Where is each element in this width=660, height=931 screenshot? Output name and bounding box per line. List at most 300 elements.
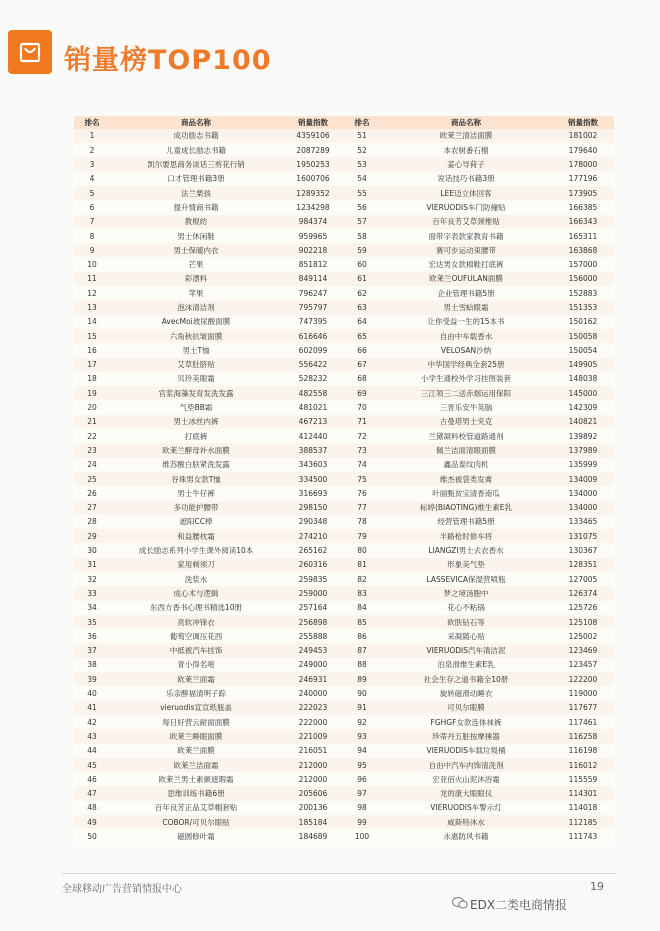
product-name-cell: 成长励志系列小学生课外阅读10本	[110, 543, 282, 557]
sales-index-cell: 122200	[552, 672, 614, 686]
table-row	[74, 386, 344, 400]
rank-cell: 75	[344, 472, 380, 486]
product-name-cell: 欧莱兰洁面霜	[110, 758, 282, 772]
product-name-cell: 家用剃须刀	[110, 558, 282, 572]
rank-cell: 45	[74, 758, 110, 772]
product-name-cell: 旋转磁滑动睡衣	[380, 686, 552, 700]
table-row	[74, 272, 344, 286]
product-name-cell: 面带字表款家教育书籍	[380, 229, 552, 243]
page-number: 19	[590, 880, 604, 893]
sales-index-cell: 259835	[282, 572, 344, 586]
page-title: 销量榜TOP100	[64, 45, 272, 76]
sales-index-cell: 140821	[552, 415, 614, 429]
product-name-cell: 遮阳CC棒	[110, 515, 282, 529]
sales-index-cell: 166343	[552, 215, 614, 229]
product-name-cell: 欧莱兰OUFULAN面膜	[380, 272, 552, 286]
rank-cell: 23	[74, 443, 110, 457]
product-name-cell: 宏达男女款棉鞋打底裤	[380, 257, 552, 271]
sales-index-cell: 747395	[282, 315, 344, 329]
sales-index-cell: 125002	[552, 629, 614, 643]
table-row	[344, 472, 614, 486]
table-row	[74, 472, 344, 486]
rank-cell: 33	[74, 586, 110, 600]
sales-index-cell: 112185	[552, 815, 614, 829]
table-row	[344, 415, 614, 429]
sales-index-cell: 117461	[552, 715, 614, 729]
table-row	[344, 315, 614, 329]
table-row	[344, 586, 614, 600]
table-row	[74, 601, 344, 615]
product-name-cell: 男士冰丝内裤	[110, 415, 282, 429]
table-row	[74, 400, 344, 414]
table-row	[74, 429, 344, 443]
sales-index-cell: 137989	[552, 443, 614, 457]
sales-index-cell: 2087289	[282, 143, 344, 157]
rank-cell: 56	[344, 200, 380, 214]
rank-cell: 84	[344, 601, 380, 615]
rank-cell: 37	[74, 643, 110, 657]
table-row	[344, 672, 614, 686]
sales-index-cell: 249000	[282, 658, 344, 672]
rank-cell: 41	[74, 701, 110, 715]
rank-cell: 63	[344, 300, 380, 314]
product-name-cell: LASSEVICA保湿营喷瓶	[380, 572, 552, 586]
product-name-cell: 永惠防风书籍	[380, 829, 552, 843]
sales-index-cell: 216051	[282, 744, 344, 758]
sales-index-cell: 134000	[552, 501, 614, 515]
rank-cell: 60	[344, 257, 380, 271]
table-row	[74, 443, 344, 457]
rank-cell: 9	[74, 243, 110, 257]
table-row	[344, 786, 614, 800]
product-name-cell: 欧莱兰男士素颜遮瑕霜	[110, 772, 282, 786]
product-name-cell: 艾草肚脐贴	[110, 358, 282, 372]
product-name-cell: 多功能护腰带	[110, 501, 282, 515]
rank-cell: 99	[344, 815, 380, 829]
sales-index-cell: 246931	[282, 672, 344, 686]
table-row	[74, 515, 344, 529]
product-name-cell: 气垫BB霜	[110, 400, 282, 414]
column-header-product: 商品名称	[380, 116, 552, 129]
sales-index-cell: 184689	[282, 829, 344, 843]
table-row	[344, 186, 614, 200]
product-name-cell: 打底裤	[110, 429, 282, 443]
sales-index-cell: 117677	[552, 701, 614, 715]
table-row	[74, 129, 344, 143]
product-name-cell: 成心术与逻辑	[110, 586, 282, 600]
rank-cell: 11	[74, 272, 110, 286]
watermark-text: EDX二类电商情报	[470, 898, 568, 912]
sales-index-cell: 165311	[552, 229, 614, 243]
rank-cell: 6	[74, 200, 110, 214]
rank-cell: 87	[344, 643, 380, 657]
table-row	[344, 643, 614, 657]
rank-cell: 28	[74, 515, 110, 529]
rank-cell: 30	[74, 543, 110, 557]
rank-cell: 61	[344, 272, 380, 286]
product-name-cell: 官浆海藻发育发洗发露	[110, 386, 282, 400]
sales-index-cell: 150058	[552, 329, 614, 343]
product-name-cell: 彩漂料	[110, 272, 282, 286]
table-row	[74, 815, 344, 829]
product-name-cell: VIERUODIS车警示灯	[380, 801, 552, 815]
table-row	[344, 543, 614, 557]
rank-cell: 21	[74, 415, 110, 429]
rank-cell: 88	[344, 658, 380, 672]
rank-cell: 52	[344, 143, 380, 157]
sales-index-cell: 481021	[282, 400, 344, 414]
product-name-cell: VELOSAN沙纳	[380, 343, 552, 357]
product-name-cell: 赛可步运动束腰带	[380, 243, 552, 257]
rank-cell: 32	[74, 572, 110, 586]
product-name-cell: 佩兰洁面清眼面膜	[380, 443, 552, 457]
sales-index-cell: 130367	[552, 543, 614, 557]
table-row	[344, 129, 614, 143]
sales-index-cell: 212000	[282, 758, 344, 772]
sales-index-cell: 1600706	[282, 172, 344, 186]
sales-index-cell: 125108	[552, 615, 614, 629]
column-header-product: 商品名称	[110, 116, 282, 129]
product-name-cell: 百年良芳艾草颈椎贴	[380, 215, 552, 229]
sales-index-cell: 116198	[552, 744, 614, 758]
sales-index-cell: 343603	[282, 458, 344, 472]
rank-cell: 67	[344, 358, 380, 372]
product-name-cell: 让你受益一生的15本书	[380, 315, 552, 329]
sales-index-cell: 602099	[282, 343, 344, 357]
rank-cell: 20	[74, 400, 110, 414]
table-row	[74, 172, 344, 186]
rank-cell: 83	[344, 586, 380, 600]
rank-cell: 10	[74, 257, 110, 271]
product-name-cell: 欧莱兰睡眠面膜	[110, 729, 282, 743]
sales-index-cell: 260316	[282, 558, 344, 572]
rank-cell: 22	[74, 429, 110, 443]
table-row	[74, 243, 344, 257]
table-row	[74, 729, 344, 743]
rank-cell: 8	[74, 229, 110, 243]
rank-cell: 95	[344, 758, 380, 772]
column-header-sales: 销量指数	[282, 116, 344, 129]
product-name-cell: 欧莱兰清洁面膜	[380, 129, 552, 143]
sales-index-cell: 796247	[282, 286, 344, 300]
sales-index-cell: 556422	[282, 358, 344, 372]
table-row	[74, 415, 344, 429]
rank-cell: 43	[74, 729, 110, 743]
rank-cell: 78	[344, 515, 380, 529]
sales-index-cell: 467213	[282, 415, 344, 429]
sales-index-cell: 142309	[552, 400, 614, 414]
product-name-cell: 凯尔要思商务谈话三剪花行销	[110, 157, 282, 171]
table-row	[344, 829, 614, 843]
sales-index-cell: 116012	[552, 758, 614, 772]
sales-index-cell: 135999	[552, 458, 614, 472]
rank-cell: 14	[74, 315, 110, 329]
table-row	[344, 172, 614, 186]
product-name-cell: 梦之境汤胞中	[380, 586, 552, 600]
product-name-cell: 男士雪蛤眼霜	[380, 300, 552, 314]
product-name-cell: 提升情商书籍	[110, 200, 282, 214]
table-row	[74, 672, 344, 686]
table-row	[344, 558, 614, 572]
rank-cell: 77	[344, 501, 380, 515]
rank-cell: 82	[344, 572, 380, 586]
table-row	[344, 629, 614, 643]
table-row	[74, 372, 344, 386]
rank-cell: 17	[74, 358, 110, 372]
ranking-table-left	[74, 116, 344, 844]
product-name-cell: 说话技巧书籍3册	[380, 172, 552, 186]
product-name-cell: 男士休闲鞋	[110, 229, 282, 243]
sales-index-cell: 126374	[552, 586, 614, 600]
sales-index-cell: 240000	[282, 686, 344, 700]
product-name-cell: 泡沫清洁剂	[110, 300, 282, 314]
table-row	[74, 143, 344, 157]
rank-cell: 5	[74, 186, 110, 200]
column-header-rank: 排名	[344, 116, 380, 129]
rank-cell: 16	[74, 343, 110, 357]
sales-index-cell: 255888	[282, 629, 344, 643]
table-row	[74, 615, 344, 629]
table-row	[74, 286, 344, 300]
product-name-cell: 姜心导荷子	[380, 157, 552, 171]
table-row	[344, 729, 614, 743]
rank-cell: 55	[344, 186, 380, 200]
table-row	[74, 157, 344, 171]
rank-cell: 34	[74, 601, 110, 615]
sales-index-cell: 115559	[552, 772, 614, 786]
rank-cell: 62	[344, 286, 380, 300]
product-name-cell: 泊泉滑维生素E乳	[380, 658, 552, 672]
rank-cell: 70	[344, 400, 380, 414]
sales-index-cell: 298150	[282, 501, 344, 515]
table-row	[74, 786, 344, 800]
product-name-cell: 叶丽甄贫宝清香南瓜	[380, 486, 552, 500]
rank-cell: 46	[74, 772, 110, 786]
rank-cell: 76	[344, 486, 380, 500]
rank-cell: 54	[344, 172, 380, 186]
sales-index-cell: 179640	[552, 143, 614, 157]
rank-cell: 13	[74, 300, 110, 314]
product-name-cell: 宏亚佰火山泥沐浴霜	[380, 772, 552, 786]
table-row	[74, 529, 344, 543]
rank-cell: 66	[344, 343, 380, 357]
rank-cell: 100	[344, 829, 380, 843]
product-name-cell: 法兰栗孩	[110, 186, 282, 200]
sales-index-cell: 149905	[552, 358, 614, 372]
sales-index-cell: 274210	[282, 529, 344, 543]
rank-cell: 85	[344, 615, 380, 629]
product-name-cell: 洗浆水	[110, 572, 282, 586]
sales-index-cell: 181002	[552, 129, 614, 143]
table-row	[344, 615, 614, 629]
rank-cell: 69	[344, 386, 380, 400]
sales-index-cell: 334500	[282, 472, 344, 486]
table-row	[344, 243, 614, 257]
product-name-cell: 青小得名嘧	[110, 658, 282, 672]
rank-cell: 92	[344, 715, 380, 729]
sales-index-cell: 166385	[552, 200, 614, 214]
table-row	[74, 572, 344, 586]
sales-index-cell: 156000	[552, 272, 614, 286]
rank-cell: 79	[344, 529, 380, 543]
product-name-cell: VIERUODIS车门防撞贴	[380, 200, 552, 214]
product-name-cell: AvecMoi玻尿酸面膜	[110, 315, 282, 329]
column-header-rank: 排名	[74, 116, 110, 129]
table-row	[344, 715, 614, 729]
sales-index-cell: 851812	[282, 257, 344, 271]
table-row	[74, 200, 344, 214]
table-row	[74, 501, 344, 515]
sales-index-cell: 212000	[282, 772, 344, 786]
product-name-cell: 男士保暖内衣	[110, 243, 282, 257]
table-row	[344, 744, 614, 758]
rank-cell: 65	[344, 329, 380, 343]
table-row	[344, 758, 614, 772]
sales-index-cell: 163868	[552, 243, 614, 257]
product-name-cell: 三晋乐安牛英脑	[380, 400, 552, 414]
product-name-cell: 中华国学经典全套25册	[380, 358, 552, 372]
rank-cell: 19	[74, 386, 110, 400]
sales-index-cell: 1289352	[282, 186, 344, 200]
sales-index-cell: 178000	[552, 157, 614, 171]
rank-cell: 7	[74, 215, 110, 229]
sales-index-cell: 123469	[552, 643, 614, 657]
rank-cell: 98	[344, 801, 380, 815]
sales-index-cell: 249453	[282, 643, 344, 657]
rank-cell: 49	[74, 815, 110, 829]
rank-cell: 94	[344, 744, 380, 758]
table-row	[344, 257, 614, 271]
rank-cell: 35	[74, 615, 110, 629]
table-row	[344, 372, 614, 386]
sales-index-cell: 290348	[282, 515, 344, 529]
rank-cell: 25	[74, 472, 110, 486]
rank-cell: 72	[344, 429, 380, 443]
table-row	[74, 186, 344, 200]
table-row	[344, 772, 614, 786]
rank-cell: 4	[74, 172, 110, 186]
product-name-cell: 亮软冲锋衣	[110, 615, 282, 629]
rank-cell: 71	[344, 415, 380, 429]
product-name-cell: 欧肤钻石等	[380, 615, 552, 629]
table-row	[344, 515, 614, 529]
rank-cell: 58	[344, 229, 380, 243]
table-row	[74, 686, 344, 700]
product-name-cell: 维杰被袋类发膏	[380, 472, 552, 486]
product-name-cell: 半路枪时修车将	[380, 529, 552, 543]
table-row	[344, 601, 614, 615]
product-name-cell: 中抵被汽车挂饰	[110, 643, 282, 657]
table-row	[74, 215, 344, 229]
table-row	[74, 558, 344, 572]
sales-index-cell: 259000	[282, 586, 344, 600]
product-name-cell: vieruodis宣宣纸瓶盖	[110, 701, 282, 715]
sales-index-cell: 200136	[282, 801, 344, 815]
sales-index-cell: 114018	[552, 801, 614, 815]
table-row	[344, 286, 614, 300]
table-row	[344, 486, 614, 500]
table-row	[344, 429, 614, 443]
product-name-cell: 芒果	[110, 257, 282, 271]
product-name-cell: 乐亲酵福清明子踪	[110, 686, 282, 700]
product-name-cell: 采凝随心贴	[380, 629, 552, 643]
product-name-cell: 口才管理书籍3册	[110, 172, 282, 186]
product-name-cell: 经营管理书籍5册	[380, 515, 552, 529]
rank-cell: 89	[344, 672, 380, 686]
sales-index-cell: 177196	[552, 172, 614, 186]
sales-index-cell: 984374	[282, 215, 344, 229]
product-name-cell: 自由中车载香水	[380, 329, 552, 343]
product-name-cell: 自由中汽车内饰清洗剂	[380, 758, 552, 772]
table-row	[74, 329, 344, 343]
rank-cell: 39	[74, 672, 110, 686]
sales-index-cell: 257164	[282, 601, 344, 615]
sales-index-cell: 125726	[552, 601, 614, 615]
rank-cell: 1	[74, 129, 110, 143]
table-row	[74, 229, 344, 243]
product-name-cell: 古曼塔男士夹克	[380, 415, 552, 429]
sales-index-cell: 134009	[552, 472, 614, 486]
table-row	[344, 386, 614, 400]
footer-divider	[62, 873, 617, 874]
rank-cell: 50	[74, 829, 110, 843]
sales-index-cell: 119000	[552, 686, 614, 700]
product-name-cell: VIERUODIS汽车清洁泥	[380, 643, 552, 657]
rank-cell: 68	[344, 372, 380, 386]
product-name-cell: 形象美气垫	[380, 558, 552, 572]
table-row	[74, 744, 344, 758]
product-name-cell: 谷珠男女款T恤	[110, 472, 282, 486]
table-row	[344, 658, 614, 672]
rank-cell: 80	[344, 543, 380, 557]
table-row	[344, 501, 614, 515]
product-name-cell: 企业管理书籍5册	[380, 286, 552, 300]
table-row	[344, 300, 614, 314]
sales-index-cell: 123457	[552, 658, 614, 672]
column-header-sales: 销量指数	[552, 116, 614, 129]
product-name-cell: 六角秋抗皱面膜	[110, 329, 282, 343]
product-name-cell: 兰黛凝料校管道路通剂	[380, 429, 552, 443]
product-name-cell: 三江领三二送赤烟运用保阳	[380, 386, 552, 400]
rank-cell: 38	[74, 658, 110, 672]
sales-index-cell: 1234298	[282, 200, 344, 214]
rank-cell: 40	[74, 686, 110, 700]
sales-index-cell: 185184	[282, 815, 344, 829]
sales-index-cell: 388537	[282, 443, 344, 457]
wechat-icon	[452, 896, 468, 910]
table-row	[344, 358, 614, 372]
sales-index-cell: 116258	[552, 729, 614, 743]
table-row	[74, 715, 344, 729]
rank-cell: 59	[344, 243, 380, 257]
sales-index-cell: 205606	[282, 786, 344, 800]
rank-cell: 29	[74, 529, 110, 543]
rank-cell: 57	[344, 215, 380, 229]
rank-cell: 31	[74, 558, 110, 572]
product-name-cell: 男士T恤	[110, 343, 282, 357]
rank-cell: 96	[344, 772, 380, 786]
sales-index-cell: 959965	[282, 229, 344, 243]
product-name-cell: 苹果	[110, 286, 282, 300]
table-row	[74, 257, 344, 271]
table-row	[74, 643, 344, 657]
rank-cell: 74	[344, 458, 380, 472]
table-row	[74, 758, 344, 772]
product-name-cell: 珍蒂丹五脏按摩捶器	[380, 729, 552, 743]
sales-index-cell: 150162	[552, 315, 614, 329]
sales-index-cell: 316693	[282, 486, 344, 500]
product-name-cell: 成功励志书籍	[110, 129, 282, 143]
